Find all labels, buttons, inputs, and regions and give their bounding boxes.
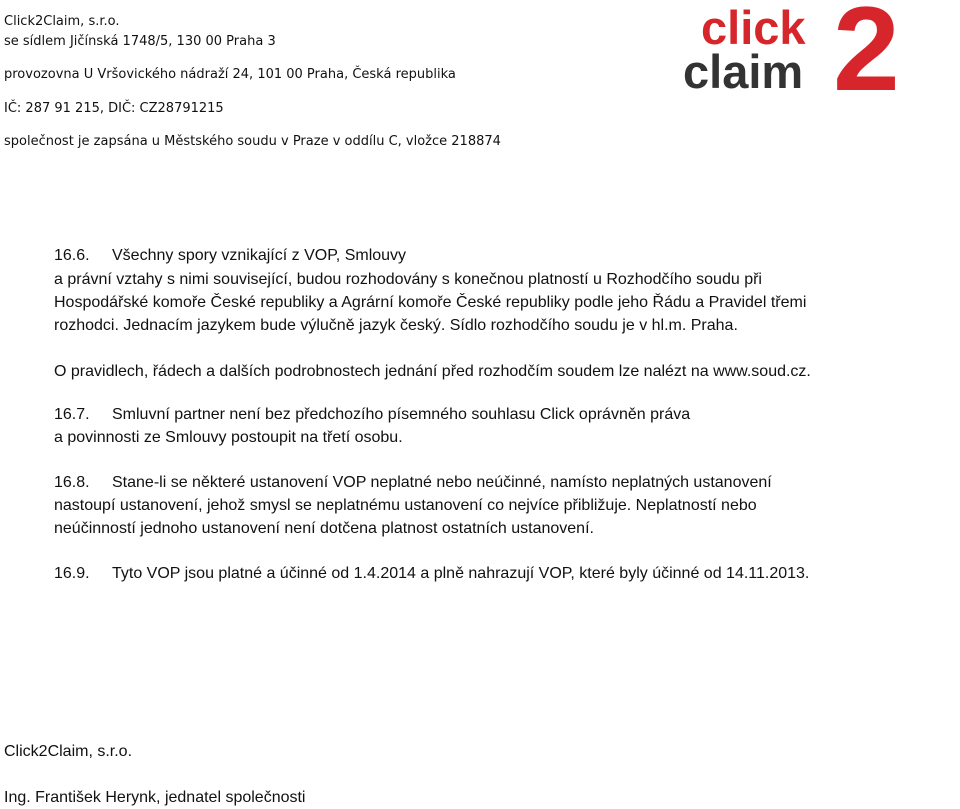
section-16-6-line: Všechny spory vznikající z VOP, Smlouvy bbox=[112, 247, 407, 264]
section-16-6-number: 16.6. bbox=[54, 247, 90, 264]
header-branch-address: provozovna U Vršovického nádraží 24, 101 00 Praha, Česká republika bbox=[4, 67, 456, 82]
section-16-9-line: Tyto VOP jsou platné a účinné od 1.4.2014 a plně nahrazují VOP, které byly účinné od 14.11.2013. bbox=[112, 565, 810, 582]
footer-signatory: Ing. František Herynk, jednatel společnosti bbox=[4, 789, 306, 806]
logo-claim-text: claim bbox=[683, 45, 804, 92]
section-16-6-note: O pravidlech, řádech a dalších podrobnostech jednání před rozhodčím soudem lze nalézt na www.soud.cz. bbox=[54, 363, 811, 380]
logo-2-text: 2 bbox=[833, 4, 900, 92]
section-16-8-line: Stane-li se některé ustanovení VOP neplatné nebo neúčinné, namísto neplatných ustanovení bbox=[112, 474, 772, 491]
header-company-name: Click2Claim, s.r.o. bbox=[4, 14, 120, 29]
section-16-8-line: neúčinností jednoho ustanovení není dotčena platnost ostatních ustanovení. bbox=[54, 520, 594, 537]
section-16-7-line: Smluvní partner není bez předchozího písemného souhlasu Click oprávněn práva bbox=[112, 406, 691, 423]
header-company-ids: IČ: 287 91 215, DIČ: CZ28791215 bbox=[4, 101, 224, 116]
logo-click-text: click bbox=[701, 4, 806, 54]
header-registered-office: se sídlem Jičínská 1748/5, 130 00 Praha 3 bbox=[4, 34, 276, 49]
section-16-9-number: 16.9. bbox=[54, 565, 90, 582]
section-16-8-number: 16.8. bbox=[54, 474, 90, 491]
section-16-8-line: nastoupí ustanovení, jehož smysl se neplatnému ustanovení co nejvíce přibližuje. Neplatností nebo bbox=[54, 497, 757, 514]
section-16-6-line: Hospodářské komoře České republiky a Agrární komoře České republiky podle jeho Řádu a Pravidel třemi bbox=[54, 294, 807, 311]
section-16-7-line: a povinnosti ze Smlouvy postoupit na třetí osobu. bbox=[54, 429, 403, 446]
section-16-7-number: 16.7. bbox=[54, 406, 90, 423]
footer-company-name: Click2Claim, s.r.o. bbox=[4, 743, 133, 760]
section-16-6-line: a právní vztahy s nimi související, budou rozhodovány s konečnou platností u Rozhodčího soudu při bbox=[54, 271, 762, 288]
click2claim-logo bbox=[683, 4, 960, 92]
header-registration: společnost je zapsána u Městského soudu v Praze v oddílu C, vložce 218874 bbox=[4, 134, 501, 149]
section-16-6-line: rozhodci. Jednacím jazykem bude výlučně jazyk český. Sídlo rozhodčího soudu je v hl.m. Praha. bbox=[54, 317, 738, 334]
